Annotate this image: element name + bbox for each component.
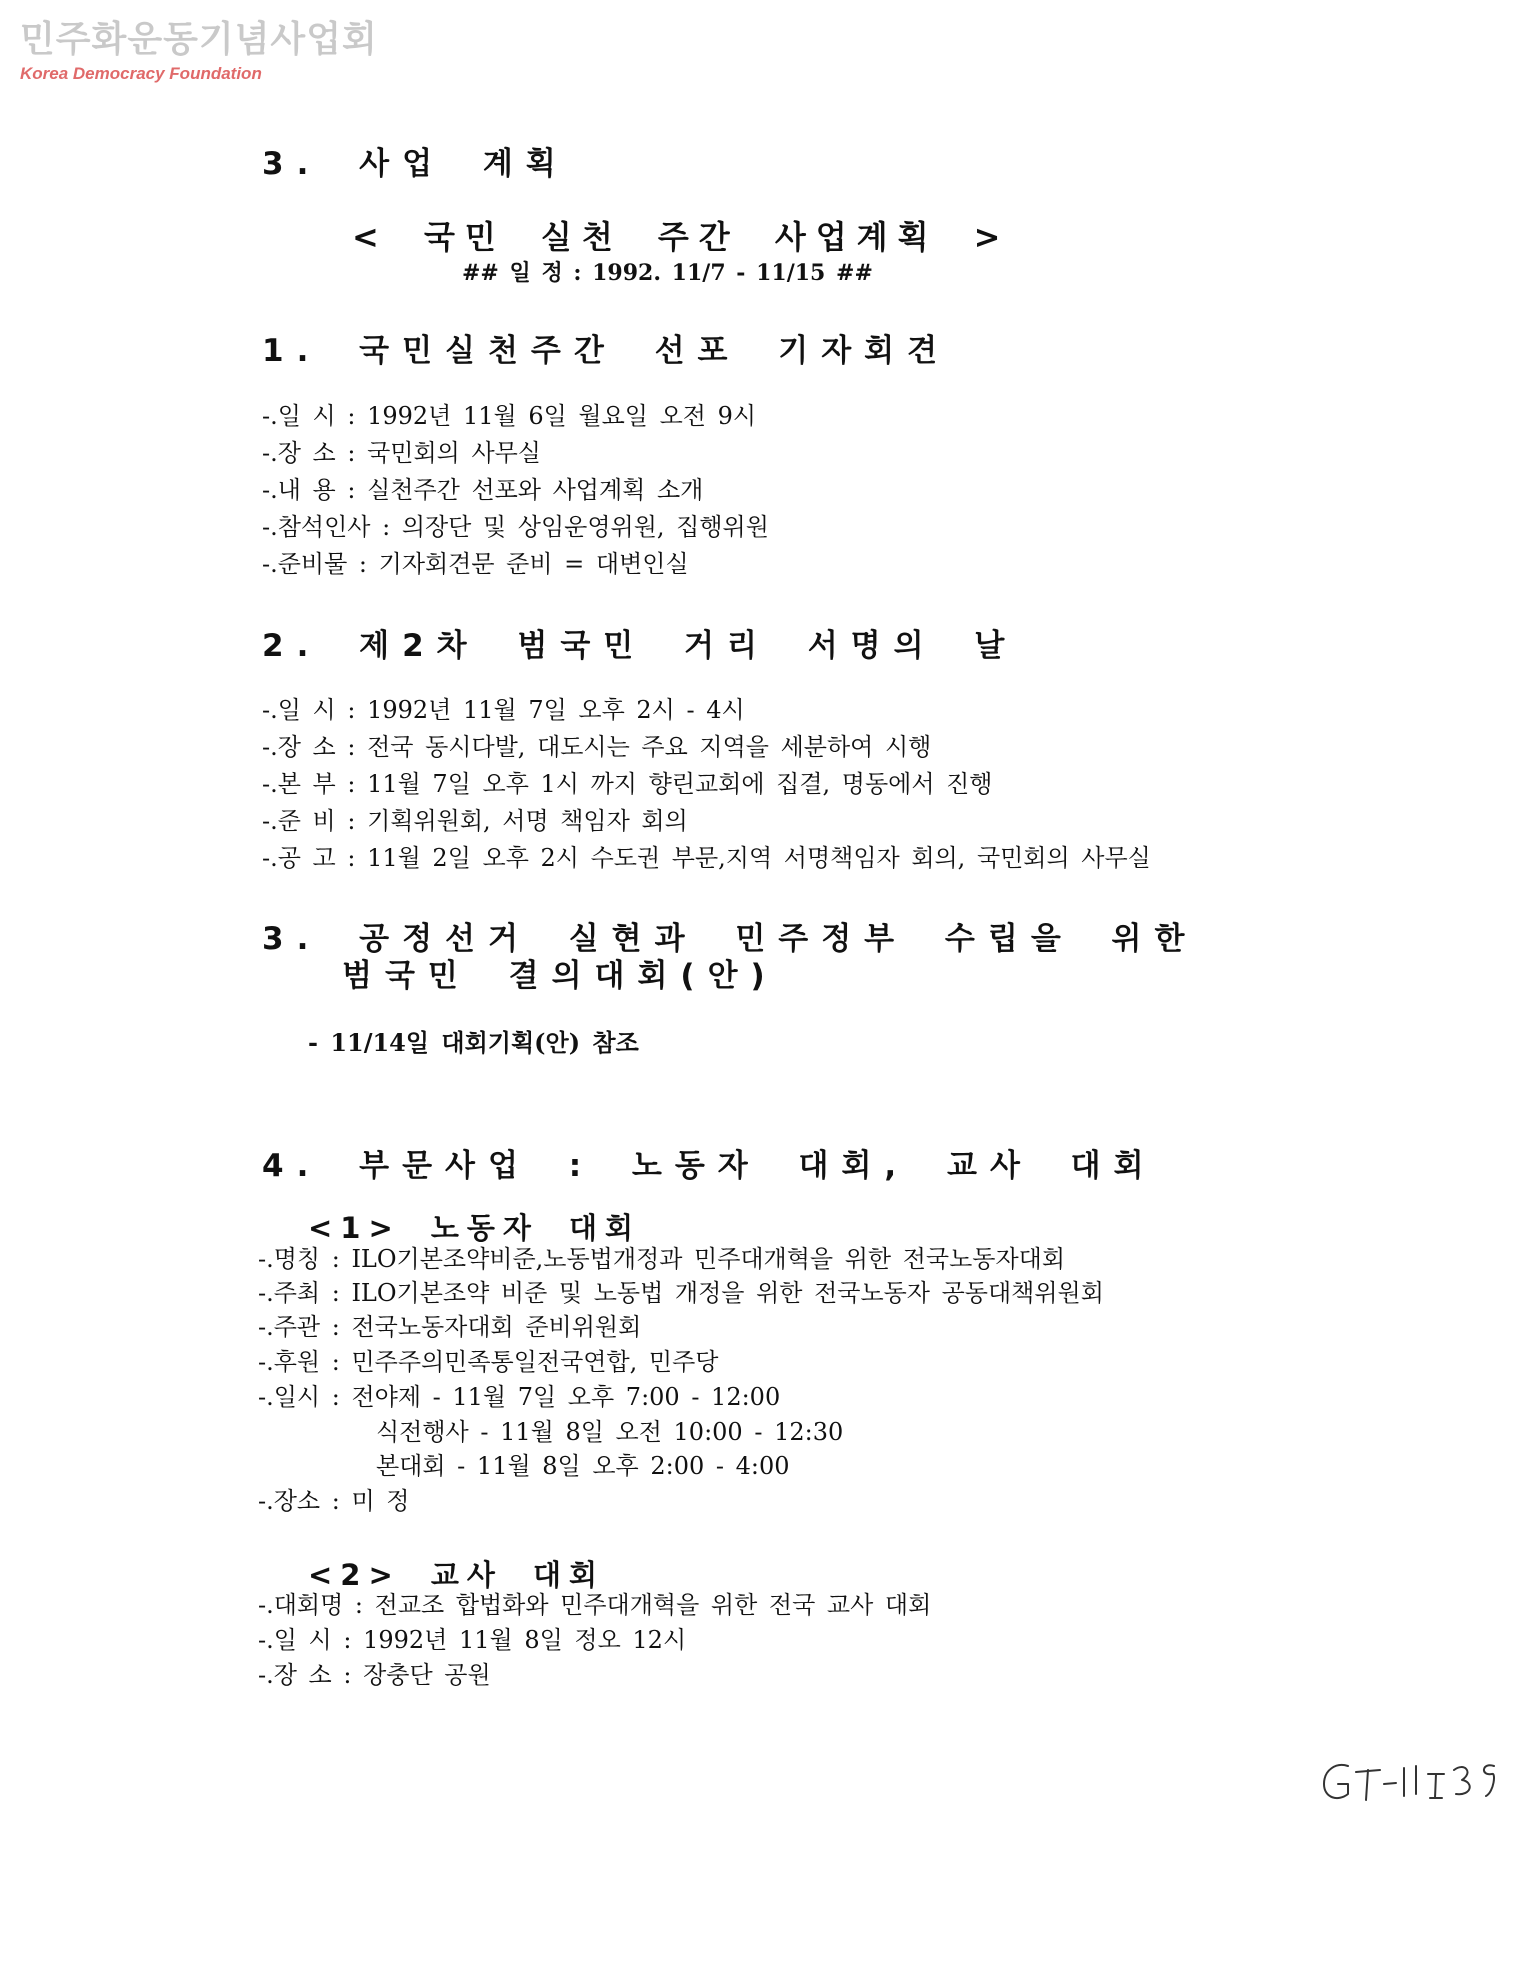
- section-1-item: -.준비물 : 기자회견문 준비 = 대변인실: [262, 550, 689, 578]
- section-2-item: -.공 고 : 11월 2일 오후 2시 수도권 부문,지역 서명책임자 회의, 국민회의 사무실: [262, 844, 1151, 872]
- section-3-heading-cont: 범국민 결의대회(안): [342, 958, 778, 994]
- section-2-item: -.본 부 : 11월 7일 오후 1시 까지 향린교회에 집결, 명동에서 진행: [262, 770, 993, 798]
- labor-item: -.일시 : 전야제 - 11월 7일 오후 7:00 - 12:00: [258, 1383, 781, 1411]
- teacher-item: -.장 소 : 장충단 공원: [258, 1661, 491, 1689]
- watermark-english: Korea Democracy Foundation: [20, 64, 262, 83]
- section-4-heading: 4. 부문사업 : 노동자 대회, 교사 대회: [262, 1148, 1157, 1184]
- labor-item: 식전행사 - 11월 8일 오전 10:00 - 12:30: [376, 1418, 844, 1446]
- section-1-item: -.내 용 : 실천주간 선포와 사업계획 소개: [262, 476, 704, 504]
- section-3-heading: 3. 공정선거 실현과 민주정부 수립을 위한: [262, 921, 1198, 957]
- handwritten-archive-code: [1318, 1752, 1508, 1812]
- labor-item: -.명칭 : ILO기본조약비준,노동법개정과 민주대개혁을 위한 전국노동자대회: [258, 1245, 1066, 1273]
- labor-item: -.주관 : 전국노동자대회 준비위원회: [258, 1313, 642, 1341]
- section-1-item: -.일 시 : 1992년 11월 6일 월요일 오전 9시: [262, 402, 757, 430]
- subsection-teacher-title: <2> 교사 대회: [308, 1558, 606, 1592]
- teacher-item: -.일 시 : 1992년 11월 8일 정오 12시: [258, 1626, 687, 1654]
- watermark: [20, 18, 378, 84]
- subsection-labor-title: <1> 노동자 대회: [308, 1211, 642, 1245]
- document-title: 3. 사업 계획: [262, 146, 569, 182]
- labor-item: -.장소 : 미 정: [258, 1487, 410, 1515]
- labor-item: -.후원 : 민주주의민족통일전국연합, 민주당: [258, 1348, 719, 1376]
- section-3-note: - 11/14일 대회기획(안) 참조: [308, 1028, 639, 1057]
- document-subtitle: < 국민 실천 주간 사업계획 >: [352, 218, 1011, 256]
- section-2-item: -.일 시 : 1992년 11월 7일 오후 2시 - 4시: [262, 696, 745, 724]
- section-2-heading: 2. 제2차 범국민 거리 서명의 날: [262, 628, 1018, 664]
- section-1-heading: 1. 국민실천주간 선포 기자회견: [262, 333, 951, 369]
- labor-item: -.주최 : ILO기본조약 비준 및 노동법 개정을 위한 전국노동자 공동대책위원회: [258, 1279, 1104, 1307]
- section-2-item: -.장 소 : 전국 동시다발, 대도시는 주요 지역을 세분하여 시행: [262, 733, 932, 761]
- section-1-item: -.참석인사 : 의장단 및 상임운영위원, 집행위원: [262, 513, 769, 541]
- section-1-item: -.장 소 : 국민회의 사무실: [262, 439, 541, 467]
- teacher-item: -.대회명 : 전교조 합법화와 민주대개혁을 위한 전국 교사 대회: [258, 1591, 932, 1619]
- schedule-line: ## 일 정 : 1992. 11/7 - 11/15 ##: [462, 260, 873, 286]
- watermark-korean: 민주화운동기념사업회: [20, 19, 378, 60]
- labor-item: 본대회 - 11월 8일 오후 2:00 - 4:00: [376, 1452, 790, 1480]
- section-2-item: -.준 비 : 기획위원회, 서명 책임자 회의: [262, 807, 688, 835]
